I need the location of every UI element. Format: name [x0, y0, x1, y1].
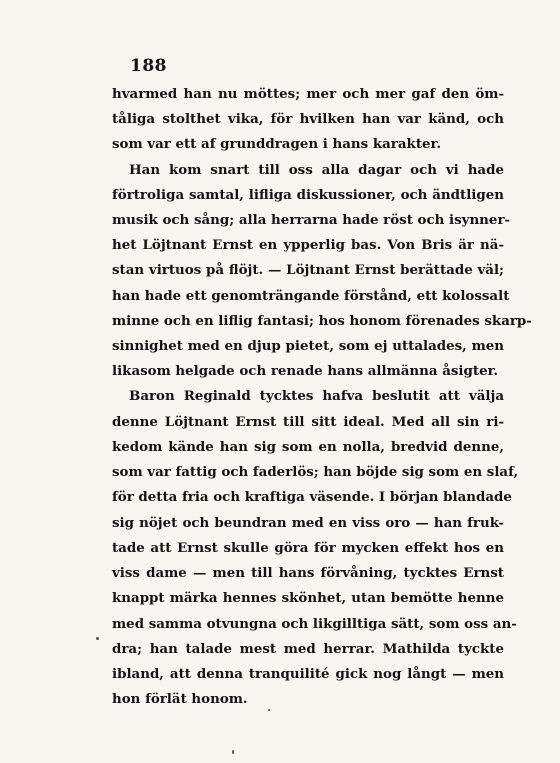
text-line: hon förlät honom. — [112, 691, 248, 707]
text-line: förtroliga samtal, lifliga diskussioner, och ändtligen — [112, 187, 504, 203]
print-speck — [268, 709, 270, 711]
print-speck — [232, 750, 234, 754]
text-line: han hade ett genomträngande förstånd, ett kolossalt — [112, 288, 510, 304]
print-speck — [96, 637, 99, 640]
text-line: som var fattig och faderlös; han böjde sig som en slaf, — [112, 464, 519, 480]
text-line: dra; han talade mest med herrar. Mathilda tyckte — [112, 641, 504, 657]
text-line: sinnighet med en djup pietet, som ej uttalades, men — [112, 338, 504, 354]
text-line: för detta fria och kraftiga väsende. I början blandade — [112, 489, 512, 505]
text-line: likasom helgade och renade hans allmänna åsigter. — [112, 363, 499, 379]
text-line: tade att Ernst skulle göra för mycken effekt hos en — [112, 540, 504, 556]
text-line: viss dame — men till hans förvåning, tycktes Ernst — [112, 565, 504, 581]
text-line: tåliga stolthet vika, för hvilken han var känd, och — [112, 111, 504, 127]
text-line: kedom kände han sig som en nolla, bredvid denne, — [112, 439, 504, 455]
text-line: hvarmed han nu möttes; mer och mer gaf den öm- — [112, 86, 504, 102]
text-line: med samma otvungna och likgilltiga sätt, som oss an- — [112, 616, 517, 632]
text-line: sig nöjet och beundran med en viss oro — han fruk- — [112, 515, 504, 531]
text-line: stan virtuos på flöjt. — Löjtnant Ernst berättade väl; — [112, 262, 504, 278]
text-line: minne och en liflig fantasi; hos honom förenades skarp- — [112, 313, 532, 329]
paragraph-start-line: Han kom snart till oss alla dagar och vi hade — [129, 162, 504, 178]
text-line: ibland, att denna tranquilité gick nog långt — men — [112, 666, 504, 682]
text-line: knappt märka hennes skönhet, utan bemötte henne — [112, 590, 504, 606]
text-line: het Löjtnant Ernst en ypperlig bas. Von Bris är nä- — [112, 237, 504, 253]
text-line: denne Löjtnant Ernst till sitt ideal. Med all sin ri- — [112, 414, 504, 430]
page-number: 188 — [130, 56, 167, 76]
text-line: musik och sång; alla herrarna hade röst och isynner- — [112, 212, 511, 228]
text-line: som var ett af grunddragen i hans karakter. — [112, 136, 442, 152]
paragraph-start-line: Baron Reginald tycktes hafva beslutit att välja — [129, 388, 504, 404]
